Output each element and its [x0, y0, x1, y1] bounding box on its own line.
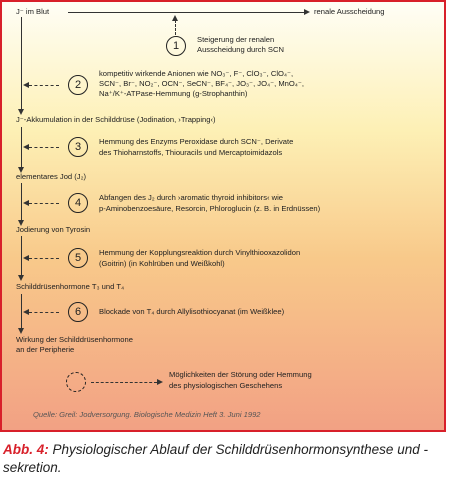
intervention-2-circle: 2 — [68, 75, 88, 95]
intervention-5-text-line2: (Goitrin) (in Kohlrüben und Weißkohl) — [99, 259, 225, 268]
legend-text-line1: Möglichkeiten der Störung oder Hemmung — [169, 370, 312, 379]
step-blood-iodide: J⁻ im Blut — [16, 7, 50, 16]
intervention-4-text-line2: p-Aminobenzoesäure, Resorcin, Phloroglucin (z. B. in Erdnüssen) — [99, 204, 321, 213]
excretion-arrow-line — [68, 12, 304, 13]
intervention-6-circle: 6 — [68, 302, 88, 322]
intervention-3-text-line2: des Thioharnstoffs, Thiouracils und Mercaptoimidazols — [99, 148, 283, 157]
flow-line-2 — [21, 127, 22, 170]
intervention-2-connector — [29, 85, 59, 86]
intervention-6-text-line1: Blockade von T₄ durch Allylisothiocyanat (im Weißklee) — [99, 307, 285, 316]
intervention-5-connector — [29, 258, 59, 259]
intervention-5-text-line1: Hemmung der Kopplungsreaktion durch Vinylthiooxazolidon — [99, 248, 301, 257]
intervention-4-connector — [29, 203, 59, 204]
intervention-4-circle: 4 — [68, 193, 88, 213]
flow-line-4 — [21, 236, 22, 278]
flow-line-5 — [21, 294, 22, 331]
figure-caption — [3, 441, 443, 477]
step-peripheral-effect: Wirkung der Schilddrüsenhormone — [16, 335, 133, 344]
arrow-head-down-4 — [18, 275, 24, 281]
renal-excretion-label: renale Ausscheidung — [314, 7, 385, 16]
legend-arrow-head — [157, 379, 163, 385]
intervention-1-connector — [175, 20, 176, 35]
intervention-2-text-line1: kompetitiv wirkende Anionen wie NO₃⁻, F⁻, ClO₃⁻, ClO₄⁻, — [99, 69, 294, 78]
legend-connector — [91, 382, 157, 383]
intervention-4-text-line1: Abfangen des J₂ durch ›aromatic thyroid inhibitors‹ wie — [99, 193, 284, 202]
step-elemental-iodine: elementares Jod (J₂) — [16, 172, 87, 181]
intervention-1-circle: 1 — [166, 36, 186, 56]
flow-line-1 — [21, 17, 22, 113]
step-thyroid-hormones: Schilddrüsenhormone T₃ und T₄ — [16, 282, 125, 291]
excretion-arrow-head — [304, 9, 310, 15]
legend-dashed-circle — [66, 372, 86, 392]
intervention-3-text-line1: Hemmung des Enzyms Peroxidase durch SCN⁻, Derivate — [99, 137, 294, 146]
intervention-5-circle: 5 — [68, 248, 88, 268]
intervention-3-circle: 3 — [68, 137, 88, 157]
intervention-1-text-line1: Steigerung der renalen — [197, 35, 275, 44]
caption-lead: Abb. 4: — [3, 442, 49, 457]
intervention-2-text-line2: SCN⁻, Br⁻, NO₂⁻, OCN⁻, SeCN⁻, BF₄⁻, JO₃⁻, JO₄⁻, MnO₄⁻, — [99, 79, 304, 88]
intervention-6-connector — [29, 312, 59, 313]
source-note: Quelle: Greil: Jodversorgung. Biologische Medizin Heft 3. Juni 1992 — [33, 410, 261, 419]
step-accumulation: J⁻-Akkumulation in der Schilddrüse (Jodination, ›Trapping‹) — [16, 115, 216, 124]
caption-text: Physiologischer Ablauf der Schilddrüsenhormonsynthese und -sekretion. — [3, 442, 428, 475]
intervention-2-text-line3: Na⁺/K⁺-ATPase-Hemmung (g-Strophanthin) — [99, 89, 248, 98]
intervention-1-text-line2: Ausscheidung durch SCN — [197, 45, 284, 54]
arrow-head-down-5 — [18, 328, 24, 334]
flow-line-3 — [21, 183, 22, 223]
step-tyrosine-iodination: Jodierung von Tyrosin — [16, 225, 91, 234]
step-peripheral-effect-line2: an der Peripherie — [16, 345, 75, 354]
legend-text-line2: des physiologischen Geschehens — [169, 381, 283, 390]
intervention-3-connector — [29, 147, 59, 148]
